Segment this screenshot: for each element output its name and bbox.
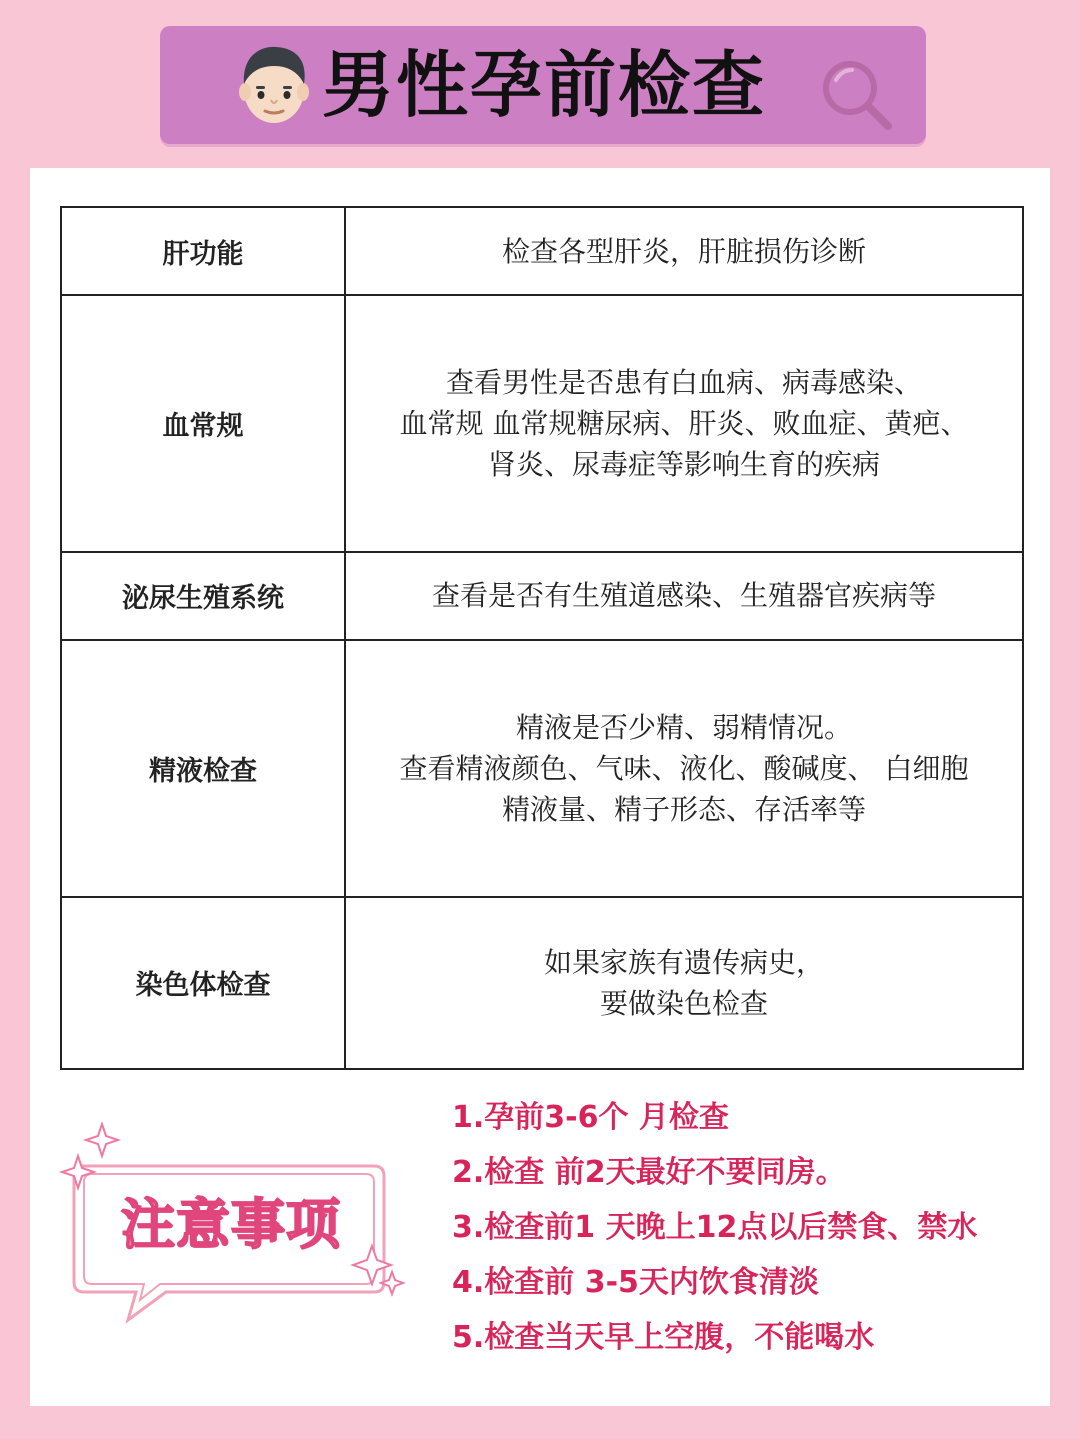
table-row xyxy=(61,897,1023,1069)
exam-name: 血常规 xyxy=(61,295,345,552)
table-row xyxy=(61,640,1023,897)
exam-name: 精液检查 xyxy=(61,640,345,897)
exam-description: 精液是否少精、弱精情况。 查看精液颜色、气味、液化、酸碱度、 白细胞 精液量、精子形态、存活率等 xyxy=(345,640,1023,897)
exam-name: 染色体检查 xyxy=(61,897,345,1069)
table-row xyxy=(61,295,1023,552)
list-item: 2.检查 前2天最好不要同房。 xyxy=(452,1155,846,1190)
list-item: 4.检查前 3-5天内饮食清淡 xyxy=(452,1265,819,1300)
list-item: 5.检查当天早上空腹，不能喝水 xyxy=(452,1320,875,1355)
notice-list xyxy=(452,1090,1042,1365)
exam-description: 查看男性是否患有白血病、病毒感染、 血常规 血常规糖尿病、肝炎、败血症、黄疤、 肾炎、尿毒症等影响生育的疾病 xyxy=(345,295,1023,552)
exam-description: 检查各型肝炎，肝脏损伤诊断 xyxy=(345,207,1023,295)
notice-label: 注意事项 xyxy=(121,1193,341,1256)
list-item: 1.孕前3-6个 月检查 xyxy=(452,1100,729,1135)
table-row xyxy=(61,207,1023,295)
exam-name: 泌尿生殖系统 xyxy=(61,552,345,640)
exam-description: 查看是否有生殖道感染、生殖器官疾病等 xyxy=(345,552,1023,640)
man-face-icon xyxy=(238,44,310,126)
exam-description: 如果家族有遗传病史， 要做染色检查 xyxy=(345,897,1023,1069)
exam-name: 肝功能 xyxy=(61,207,345,295)
page-title: 男性孕前检查 xyxy=(322,43,767,127)
magnifier-icon xyxy=(816,56,896,132)
exam-table xyxy=(60,206,1024,1070)
table-row xyxy=(61,552,1023,640)
list-item: 3.检查前1 天晚上12点以后禁食、禁水 xyxy=(452,1210,978,1245)
